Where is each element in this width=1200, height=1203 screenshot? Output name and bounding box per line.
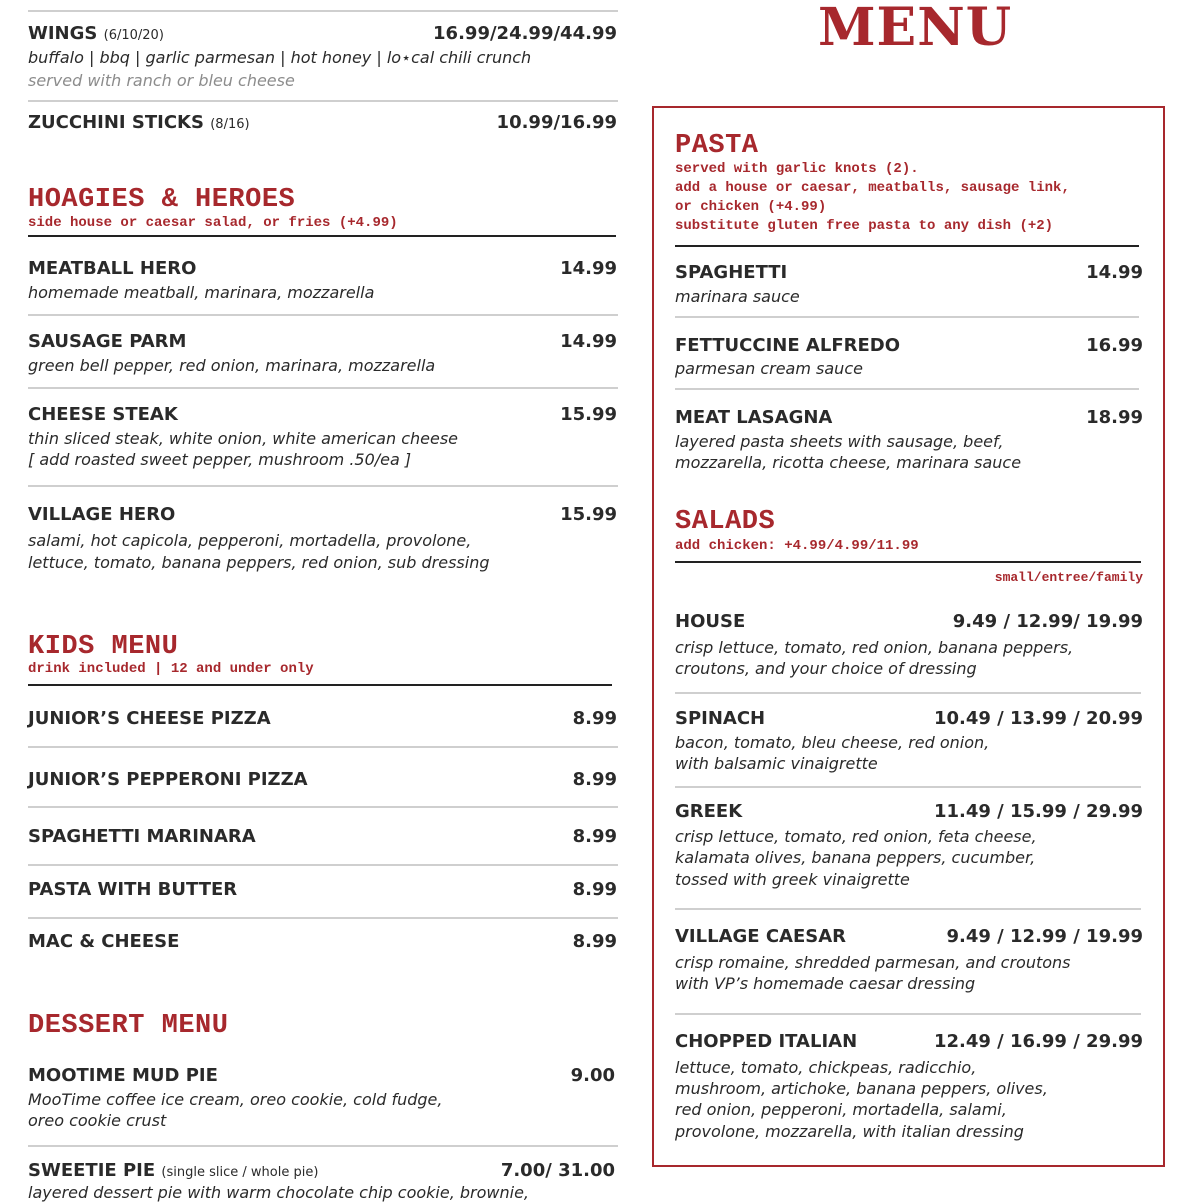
section-subtitle-kids: drink included | 12 and under only bbox=[28, 661, 314, 677]
item-desc-village-hero: salami, hot capicola, pepperoni, mortadella, provolone, bbox=[28, 531, 472, 550]
item-price-wings: 16.99/24.99/44.99 bbox=[433, 23, 617, 44]
item-name-pasta-with-butter: PASTA WITH BUTTER bbox=[28, 879, 238, 900]
item-desc-sausage-parm: green bell pepper, red onion, marinara, mozzarella bbox=[28, 356, 436, 375]
item-name-chopped-italian: CHOPPED ITALIAN bbox=[675, 1031, 858, 1052]
item-price-fettuccine-alfredo: 16.99 bbox=[1086, 335, 1143, 356]
item-price-mootime-mud-pie: 9.00 bbox=[570, 1065, 615, 1086]
item-desc-cheese-steak-addon: [ add roasted sweet pepper, mushroom .50/ea ] bbox=[28, 450, 412, 469]
item-price-cheese-steak: 15.99 bbox=[560, 404, 617, 425]
section-title-hoagies: HOAGIES & HEROES bbox=[28, 185, 296, 215]
section-rule bbox=[675, 561, 1141, 563]
item-desc-chopped-italian-2: mushroom, artichoke, banana peppers, olives, bbox=[675, 1079, 1048, 1098]
section-rule bbox=[675, 245, 1139, 247]
item-desc-greek-salad-3: tossed with greek vinaigrette bbox=[675, 870, 910, 889]
section-subtitle-salads: add chicken: +4.99/4.99/11.99 bbox=[675, 538, 919, 554]
divider bbox=[675, 908, 1141, 910]
item-price-sausage-parm: 14.99 bbox=[560, 331, 617, 352]
divider bbox=[28, 1145, 618, 1147]
section-subtitle-pasta-3: or chicken (+4.99) bbox=[675, 199, 827, 215]
item-desc-village-hero-2: lettuce, tomato, banana peppers, red onion, sub dressing bbox=[28, 553, 490, 572]
divider bbox=[28, 100, 618, 102]
item-price-zucchini: 10.99/16.99 bbox=[496, 112, 617, 133]
item-name-spinach-salad: SPINACH bbox=[675, 708, 766, 729]
item-price-village-hero: 15.99 bbox=[560, 504, 617, 525]
item-desc-house-salad-2: croutons, and your choice of dressing bbox=[675, 659, 977, 678]
item-price-meatball-hero: 14.99 bbox=[560, 258, 617, 279]
menu-heading: MENU bbox=[818, 0, 1013, 58]
item-desc-meat-lasagna-2: mozzarella, ricotta cheese, marinara sauce bbox=[675, 453, 1022, 472]
item-name-junior-cheese-pizza: JUNIOR’S CHEESE PIZZA bbox=[28, 708, 271, 729]
section-subtitle-pasta-2: add a house or caesar, meatballs, sausage link, bbox=[675, 180, 1070, 196]
item-name-village-caesar: VILLAGE CAESAR bbox=[675, 926, 847, 947]
item-desc-spinach-salad-2: with balsamic vinaigrette bbox=[675, 754, 878, 773]
item-name-spaghetti: SPAGHETTI bbox=[675, 262, 788, 283]
item-desc-wings: buffalo | bbq | garlic parmesan | hot honey | lo⋆cal chili crunch bbox=[28, 48, 532, 67]
item-desc-chopped-italian-3: red onion, pepperoni, mortadella, salami, bbox=[675, 1100, 1007, 1119]
item-desc-wings-served: served with ranch or bleu cheese bbox=[28, 71, 295, 90]
item-desc-mootime-mud-pie-2: oreo cookie crust bbox=[28, 1111, 167, 1130]
divider bbox=[28, 806, 618, 808]
item-desc-greek-salad-2: kalamata olives, banana peppers, cucumber, bbox=[675, 848, 1036, 867]
item-name-meat-lasagna: MEAT LASAGNA bbox=[675, 407, 833, 428]
item-desc-chopped-italian-4: provolone, mozzarella, with italian dressing bbox=[675, 1122, 1024, 1141]
item-price-greek-salad: 11.49 / 15.99 / 29.99 bbox=[933, 801, 1143, 822]
item-name-wings: WINGS (6/10/20) bbox=[28, 23, 164, 44]
item-price-village-caesar: 9.49 / 12.99 / 19.99 bbox=[946, 926, 1143, 947]
divider bbox=[28, 314, 618, 316]
item-desc-meat-lasagna: layered pasta sheets with sausage, beef, bbox=[675, 432, 1004, 451]
item-name-mac-and-cheese: MAC & CHEESE bbox=[28, 931, 180, 952]
divider bbox=[28, 917, 618, 919]
item-price-spinach-salad: 10.49 / 13.99 / 20.99 bbox=[933, 708, 1143, 729]
section-rule bbox=[28, 235, 616, 237]
section-title-dessert: DESSERT MENU bbox=[28, 1011, 229, 1041]
item-price-mac-and-cheese: 8.99 bbox=[572, 931, 617, 952]
item-name-cheese-steak: CHEESE STEAK bbox=[28, 404, 178, 425]
item-name-junior-pepperoni-pizza: JUNIOR’S PEPPERONI PIZZA bbox=[28, 769, 308, 790]
divider bbox=[675, 786, 1141, 788]
item-desc-fettuccine-alfredo: parmesan cream sauce bbox=[675, 359, 863, 378]
item-desc-spinach-salad-1: bacon, tomato, bleu cheese, red onion, bbox=[675, 733, 990, 752]
section-subtitle-pasta-4: substitute gluten free pasta to any dish (+2) bbox=[675, 218, 1054, 234]
divider bbox=[675, 316, 1139, 318]
item-name-meatball-hero: MEATBALL HERO bbox=[28, 258, 197, 279]
item-desc-village-caesar-2: with VP’s homemade caesar dressing bbox=[675, 974, 976, 993]
divider bbox=[675, 388, 1139, 390]
item-name-village-hero: VILLAGE HERO bbox=[28, 504, 176, 525]
section-title-pasta: PASTA bbox=[675, 131, 759, 161]
item-price-chopped-italian: 12.49 / 16.99 / 29.99 bbox=[933, 1031, 1143, 1052]
salad-sizes-label: small/entree/family bbox=[994, 570, 1143, 585]
item-desc-cheese-steak: thin sliced steak, white onion, white american cheese bbox=[28, 429, 459, 448]
divider bbox=[675, 1013, 1141, 1015]
divider bbox=[28, 746, 618, 748]
item-price-sweetie-pie: 7.00/ 31.00 bbox=[500, 1160, 615, 1181]
item-name-spaghetti-marinara: SPAGHETTI MARINARA bbox=[28, 826, 256, 847]
item-desc-spaghetti: marinara sauce bbox=[675, 287, 800, 306]
item-price-pasta-with-butter: 8.99 bbox=[572, 879, 617, 900]
item-name-fettuccine-alfredo: FETTUCCINE ALFREDO bbox=[675, 335, 901, 356]
item-name-sausage-parm: SAUSAGE PARM bbox=[28, 331, 187, 352]
section-rule bbox=[28, 684, 612, 686]
item-price-junior-cheese-pizza: 8.99 bbox=[572, 708, 617, 729]
item-desc-sweetie-pie: layered dessert pie with warm chocolate chip cookie, brownie, bbox=[28, 1183, 529, 1202]
divider bbox=[675, 692, 1141, 694]
item-desc-mootime-mud-pie: MooTime coffee ice cream, oreo cookie, cold fudge, bbox=[28, 1090, 443, 1109]
item-price-spaghetti: 14.99 bbox=[1086, 262, 1143, 283]
item-name-house-salad: HOUSE bbox=[675, 611, 746, 632]
item-desc-meatball-hero: homemade meatball, marinara, mozzarella bbox=[28, 283, 375, 302]
item-name-zucchini: ZUCCHINI STICKS (8/16) bbox=[28, 112, 250, 133]
item-price-meat-lasagna: 18.99 bbox=[1086, 407, 1143, 428]
item-price-spaghetti-marinara: 8.99 bbox=[572, 826, 617, 847]
item-desc-chopped-italian-1: lettuce, tomato, chickpeas, radicchio, bbox=[675, 1058, 977, 1077]
item-name-greek-salad: GREEK bbox=[675, 801, 743, 822]
item-name-sweetie-pie: SWEETIE PIE (single slice / whole pie) bbox=[28, 1160, 319, 1181]
divider bbox=[28, 485, 618, 487]
item-price-house-salad: 9.49 / 12.99/ 19.99 bbox=[952, 611, 1143, 632]
item-desc-village-caesar-1: crisp romaine, shredded parmesan, and croutons bbox=[675, 953, 1071, 972]
section-subtitle-hoagies: side house or caesar salad, or fries (+4.99) bbox=[28, 215, 398, 231]
item-name-mootime-mud-pie: MOOTIME MUD PIE bbox=[28, 1065, 218, 1086]
divider bbox=[28, 864, 618, 866]
divider bbox=[28, 387, 618, 389]
section-subtitle-pasta-1: served with garlic knots (2). bbox=[675, 161, 919, 177]
section-title-salads: SALADS bbox=[675, 507, 776, 537]
item-desc-house-salad-1: crisp lettuce, tomato, red onion, banana peppers, bbox=[675, 638, 1074, 657]
section-title-kids: KIDS MENU bbox=[28, 632, 179, 662]
item-price-junior-pepperoni-pizza: 8.99 bbox=[572, 769, 617, 790]
item-desc-greek-salad-1: crisp lettuce, tomato, red onion, feta cheese, bbox=[675, 827, 1037, 846]
divider bbox=[28, 10, 618, 12]
